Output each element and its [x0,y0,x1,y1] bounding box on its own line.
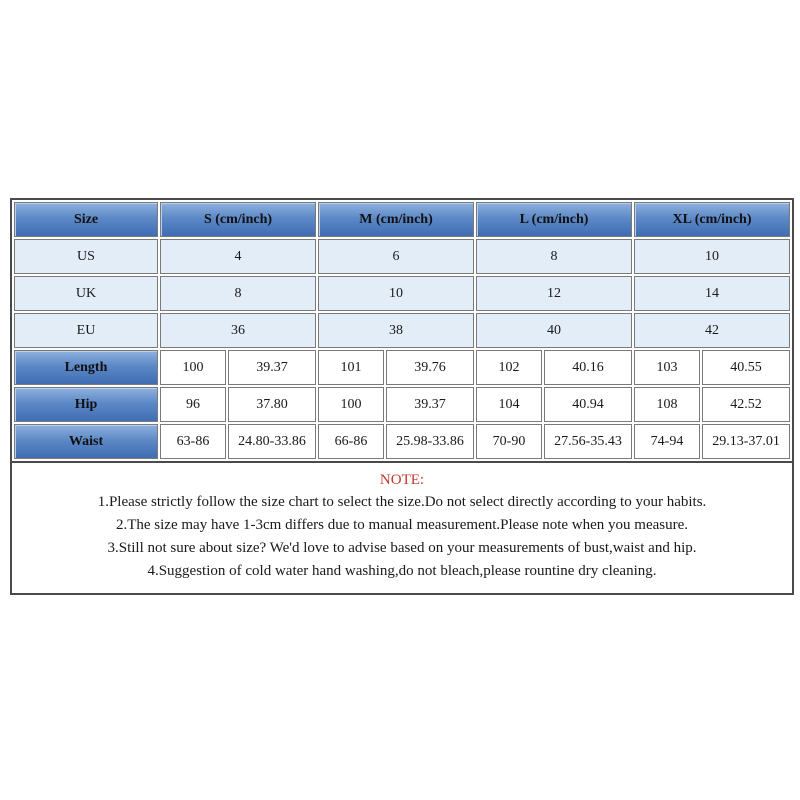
row-label-cell: EU [14,313,158,348]
note-line-2: 2.The size may have 1-3cm differs due to manual measurement.Please note when you measure. [115,517,689,533]
row-label-cell: US [14,239,158,274]
row-label-cell: Waist [14,424,158,459]
measurement-row [14,387,790,422]
measurement-value-cell: 66-86 [318,424,384,459]
note-line-3: 3.Still not sure about size? We'd love to advise based on your measurements of bust,waist and hip. [107,540,697,556]
region-row [14,239,790,274]
note-title: NOTE: [379,472,425,488]
row-label-cell: UK [14,276,158,311]
measurement-row [14,350,790,385]
region-value-cell: 8 [476,239,632,274]
measurement-value-cell: 27.56-35.43 [544,424,632,459]
header-corner-cell: Size [14,202,158,237]
row-label-cell: Length [14,350,158,385]
measurement-value-cell: 102 [476,350,542,385]
measurement-value-cell: 96 [160,387,226,422]
note-line-1: 1.Please strictly follow the size chart to select the size.Do not select directly according to your habits. [97,494,707,510]
header-size-cell: XL (cm/inch) [634,202,790,237]
measurement-value-cell: 101 [318,350,384,385]
region-value-cell: 40 [476,313,632,348]
measurement-value-cell: 70-90 [476,424,542,459]
size-chart [10,198,794,595]
measurement-value-cell: 29.13-37.01 [702,424,790,459]
header-size-cell: S (cm/inch) [160,202,316,237]
measurement-value-cell: 42.52 [702,387,790,422]
header-size-cell: L (cm/inch) [476,202,632,237]
region-row [14,313,790,348]
measurement-value-cell: 39.37 [386,387,474,422]
region-value-cell: 36 [160,313,316,348]
region-value-cell: 8 [160,276,316,311]
region-value-cell: 38 [318,313,474,348]
measurement-value-cell: 37.80 [228,387,316,422]
measurement-value-cell: 39.37 [228,350,316,385]
measurement-value-cell: 24.80-33.86 [228,424,316,459]
size-table [12,200,792,461]
measurement-value-cell: 40.16 [544,350,632,385]
region-value-cell: 10 [634,239,790,274]
region-value-cell: 6 [318,239,474,274]
note-line-4: 4.Suggestion of cold water hand washing,do not bleach,please rountine dry cleaning. [147,563,657,579]
size-table-body [14,202,790,459]
header-size-cell: M (cm/inch) [318,202,474,237]
region-value-cell: 42 [634,313,790,348]
measurement-value-cell: 103 [634,350,700,385]
measurement-value-cell: 104 [476,387,542,422]
region-value-cell: 12 [476,276,632,311]
notes-section [12,461,792,593]
measurement-value-cell: 108 [634,387,700,422]
header-row [14,202,790,237]
measurement-value-cell: 74-94 [634,424,700,459]
measurement-value-cell: 100 [160,350,226,385]
measurement-row [14,424,790,459]
region-row [14,276,790,311]
measurement-value-cell: 100 [318,387,384,422]
region-value-cell: 10 [318,276,474,311]
measurement-value-cell: 40.55 [702,350,790,385]
measurement-value-cell: 25.98-33.86 [386,424,474,459]
measurement-value-cell: 63-86 [160,424,226,459]
region-value-cell: 14 [634,276,790,311]
measurement-value-cell: 40.94 [544,387,632,422]
region-value-cell: 4 [160,239,316,274]
measurement-value-cell: 39.76 [386,350,474,385]
row-label-cell: Hip [14,387,158,422]
